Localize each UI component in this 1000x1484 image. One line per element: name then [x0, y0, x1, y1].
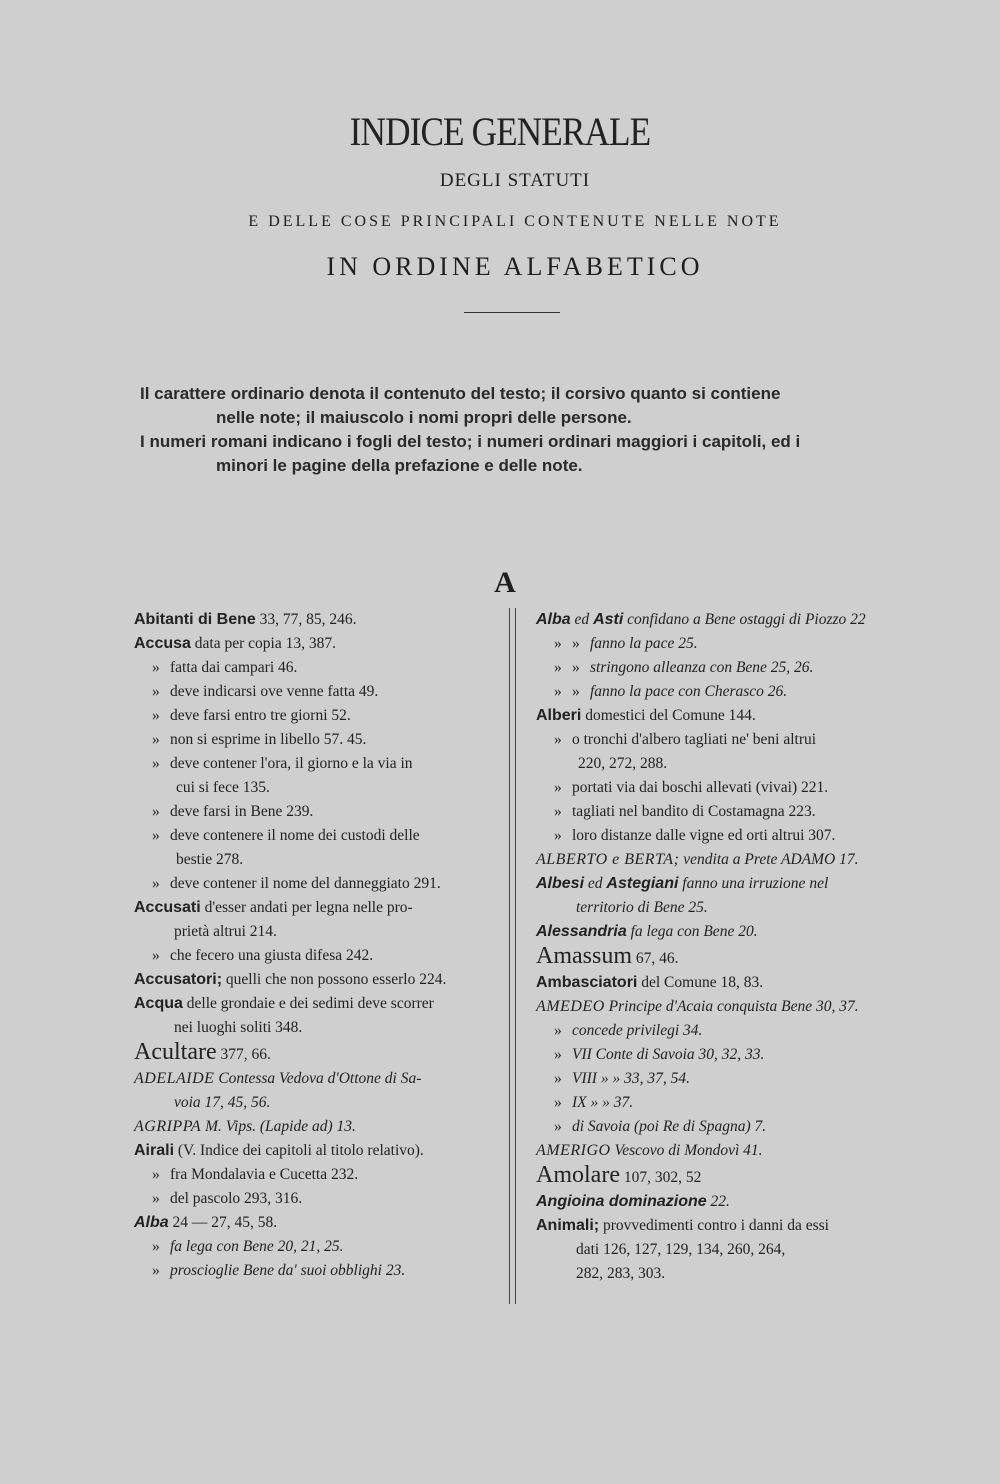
index-subentry [134, 1187, 486, 1211]
entry-continuation: nei luoghi soliti 348. [174, 1019, 303, 1036]
entry-text: Principe d'Acaia conquista Bene 30, 37. [604, 998, 859, 1015]
note-1-line-1: Il carattere ordinario denota il contenuto del testo; il corsivo quanto si contiene [140, 384, 781, 403]
ditto-mark: » [152, 947, 160, 964]
ditto-mark: » [554, 1046, 562, 1063]
index-subentry [134, 800, 486, 824]
ditto-mark: » [572, 635, 580, 652]
entry-continuation: 282, 283, 303. [576, 1265, 666, 1282]
ditto-mark: » [152, 1190, 160, 1207]
entry-text: 22. [706, 1193, 730, 1210]
ditto-mark: » [152, 683, 160, 700]
index-entry [134, 896, 486, 944]
ditto-mark: » [554, 731, 562, 748]
index-subentry [134, 656, 486, 680]
headword: Asti [593, 611, 624, 628]
index-entry [134, 968, 486, 992]
headword: Accusatori; [134, 971, 223, 988]
index-subentry [536, 776, 890, 800]
index-entry [134, 632, 486, 656]
headword: AMERIGO [536, 1142, 611, 1159]
ditto-mark: » [554, 683, 562, 700]
entry-text: di Savoia (poi Re di Spagna) 7. [572, 1118, 767, 1135]
index-subentry [134, 1259, 486, 1283]
index-subentry [536, 680, 890, 704]
entry-text: Contessa Vedova d'Ottone di Sa- [214, 1070, 422, 1087]
index-entry [134, 1040, 486, 1067]
ditto-mark: » [152, 1262, 160, 1279]
ditto-mark: » [152, 659, 160, 676]
entry-text: VII Conte di Savoia 30, 32, 33. [572, 1046, 765, 1063]
ditto-mark: » [572, 659, 580, 676]
headword: ADELAIDE [134, 1070, 215, 1087]
headword: Animali; [536, 1217, 600, 1234]
entry-text: 377, 66. [216, 1046, 271, 1063]
index-entry [536, 1190, 890, 1214]
entry-text: VIII » » 33, 37, 54. [572, 1070, 690, 1087]
note-2-line-1: I numeri romani indicano i fogli del testo; i numeri ordinari maggiori i capitoli, ed i [140, 432, 801, 451]
note-paragraph-2 [140, 430, 900, 478]
entry-text: fanno la pace 25. [590, 635, 698, 652]
headword: Amassum [536, 943, 632, 969]
ditto-mark: » [152, 755, 160, 772]
entry-continuation: cui si fece 135. [176, 779, 270, 796]
index-entry [536, 944, 890, 971]
ditto-mark: » [152, 827, 160, 844]
index-entry [134, 1115, 486, 1139]
headword: Albesi [536, 875, 585, 892]
entry-text: o tronchi d'albero tagliati ne' beni altrui [572, 731, 817, 748]
headword: Alba [134, 1214, 169, 1231]
ditto-mark: » [554, 1094, 562, 1111]
entry-text: stringono alleanza con Bene 25, 26. [590, 659, 814, 676]
entry-continuation: dati 126, 127, 129, 134, 260, 264, [576, 1241, 786, 1258]
entry-text: data per copia 13, 387. [190, 635, 336, 652]
headword: Alberi [536, 707, 582, 724]
ditto-mark: » [554, 1118, 562, 1135]
ditto-mark: » [152, 1238, 160, 1255]
index-subentry [536, 1091, 890, 1115]
headword: AGRIPPA [134, 1118, 202, 1135]
entry-continuation: bestie 278. [176, 851, 244, 868]
entry-text: del pascolo 293, 316. [170, 1190, 303, 1207]
headword: Accusa [134, 635, 191, 652]
entry-text: concede privilegi 34. [572, 1022, 703, 1039]
entry-text: che fecero una giusta difesa 242. [170, 947, 374, 964]
entry-text: deve contenere il nome dei custodi delle [170, 827, 420, 844]
entry-text: deve farsi entro tre giorni 52. [170, 707, 351, 724]
index-entry [134, 1139, 486, 1163]
headword: Amolare [536, 1162, 620, 1188]
ditto-mark: » [554, 827, 562, 844]
index-entry [536, 920, 890, 944]
headword: ALBERTO e BERTA; [536, 851, 680, 868]
headword: Abitanti di Bene [134, 611, 256, 628]
subtitle-cose: E DELLE COSE PRINCIPALI CONTENUTE NELLE NOTE [248, 213, 782, 230]
headword: Acqua [134, 995, 183, 1012]
index-subentry [134, 872, 486, 896]
entry-text: ed [584, 875, 607, 892]
entry-text: 67, 46. [632, 950, 679, 967]
entry-text: 24 — 27, 45, 58. [168, 1214, 278, 1231]
note-paragraph-1 [140, 382, 900, 430]
entry-text: (V. Indice dei capitoli al titolo relativo). [174, 1142, 424, 1159]
entry-text: deve contener il nome del danneggiato 291. [170, 875, 441, 892]
title-rule [464, 312, 560, 313]
entry-text: del Comune 18, 83. [637, 974, 764, 991]
entry-text: delle grondaie e dei sedimi deve scorrer [182, 995, 434, 1012]
ditto-mark: » [554, 803, 562, 820]
entry-text: fra Mondalavia e Cucetta 232. [170, 1166, 359, 1183]
entry-text: fanno la pace con Cherasco 26. [590, 683, 788, 700]
index-subentry [134, 680, 486, 704]
entry-text: provvedimenti contro i danni da essi [599, 1217, 829, 1234]
ditto-mark: » [152, 803, 160, 820]
index-entry [134, 608, 486, 632]
entry-text: fa lega con Bene 20. [626, 923, 758, 940]
index-subentry [536, 656, 890, 680]
entry-text: M. Vips. (Lapide ad) 13. [201, 1118, 356, 1135]
index-subentry [134, 944, 486, 968]
entry-text: 33, 77, 85, 246. [255, 611, 357, 628]
index-subentry [536, 632, 890, 656]
ditto-mark: » [572, 683, 580, 700]
headword: Accusati [134, 899, 201, 916]
index-column-left [134, 608, 486, 1283]
entry-continuation: 220, 272, 288. [578, 755, 668, 772]
index-entry [134, 992, 486, 1040]
entry-text: quelli che non possono esserlo 224. [222, 971, 447, 988]
index-entry [536, 608, 890, 632]
entry-continuation: voia 17, 45, 56. [174, 1094, 271, 1111]
ditto-mark: » [152, 875, 160, 892]
entry-text: tagliati nel bandito di Costamagna 223. [572, 803, 816, 820]
entry-text: vendita a Prete ADAMO 17. [679, 851, 859, 868]
index-entry [536, 995, 890, 1019]
headword: Alba [536, 611, 571, 628]
index-subentry [134, 728, 486, 752]
index-subentry [134, 752, 486, 800]
index-entry [536, 971, 890, 995]
index-subentry [536, 1067, 890, 1091]
index-entry [134, 1067, 486, 1115]
headword: Angioina dominazione [536, 1193, 707, 1210]
entry-text: portati via dai boschi allevati (vivai) 221. [572, 779, 829, 796]
ditto-mark: » [152, 707, 160, 724]
index-entry [536, 848, 890, 872]
entry-text: 107, 302, 52 [619, 1169, 702, 1186]
headword: Acultare [134, 1039, 217, 1065]
ditto-mark: » [554, 1070, 562, 1087]
headword: Airali [134, 1142, 175, 1159]
headword: Astegiani [606, 875, 679, 892]
entry-text: Vescovo di Mondovì 41. [610, 1142, 763, 1159]
index-subentry [134, 704, 486, 728]
usage-notes [140, 382, 900, 478]
entry-text: confidano a Bene ostaggi di Piozzo 22 [623, 611, 866, 628]
ditto-mark: » [554, 779, 562, 796]
index-subentry [536, 1115, 890, 1139]
index-subentry [134, 1163, 486, 1187]
section-letter: A [494, 566, 516, 599]
ditto-mark: » [554, 1022, 562, 1039]
index-entry [536, 1139, 890, 1163]
headword: Alessandria [536, 923, 627, 940]
subtitle-statuti: DEGLI STATUTI [439, 170, 591, 191]
entry-continuation: territorio di Bene 25. [576, 899, 708, 916]
entry-text: fanno una irruzione nel [678, 875, 829, 892]
entry-continuation: prietà altrui 214. [174, 923, 277, 940]
index-subentry [536, 1043, 890, 1067]
ditto-mark: » [152, 731, 160, 748]
subtitle-ordine: IN ORDINE ALFABETICO [326, 252, 704, 281]
index-subentry [536, 800, 890, 824]
entry-text: domestici del Comune 144. [581, 707, 756, 724]
entry-text: fa lega con Bene 20, 21, 25. [170, 1238, 344, 1255]
index-entry [536, 1163, 890, 1190]
ditto-mark: » [152, 1166, 160, 1183]
ditto-mark: » [554, 635, 562, 652]
headword: Ambasciatori [536, 974, 638, 991]
index-entry [536, 1214, 890, 1286]
entry-text: fatta dai campari 46. [170, 659, 298, 676]
entry-text: proscioglie Bene da' suoi obblighi 23. [170, 1262, 406, 1279]
index-entry [536, 704, 890, 728]
index-entry [134, 1211, 486, 1235]
entry-text: non si esprime in libello 57. 45. [170, 731, 367, 748]
entry-text: d'esser andati per legna nelle pro- [200, 899, 413, 916]
entry-text: deve indicarsi ove venne fatta 49. [170, 683, 379, 700]
ditto-mark: » [554, 659, 562, 676]
index-subentry [134, 824, 486, 872]
index-subentry [536, 1019, 890, 1043]
index-subentry [536, 728, 890, 776]
entry-text: loro distanze dalle vigne ed orti altrui 307. [572, 827, 836, 844]
headword: AMEDEO [536, 998, 605, 1015]
column-divider [509, 608, 516, 1304]
note-1-line-2: nelle note; il maiuscolo i nomi propri delle persone. [216, 408, 632, 427]
note-2-line-2: minori le pagine della prefazione e delle note. [216, 456, 583, 475]
entry-text: deve contener l'ora, il giorno e la via in [170, 755, 413, 772]
index-column-right [536, 608, 890, 1286]
entry-text: IX » » 37. [572, 1094, 634, 1111]
index-entry [536, 872, 890, 920]
index-subentry [536, 824, 890, 848]
entry-text: deve farsi in Bene 239. [170, 803, 314, 820]
entry-text: ed [570, 611, 594, 628]
page-title: INDICE GENERALE [349, 109, 651, 154]
index-subentry [134, 1235, 486, 1259]
